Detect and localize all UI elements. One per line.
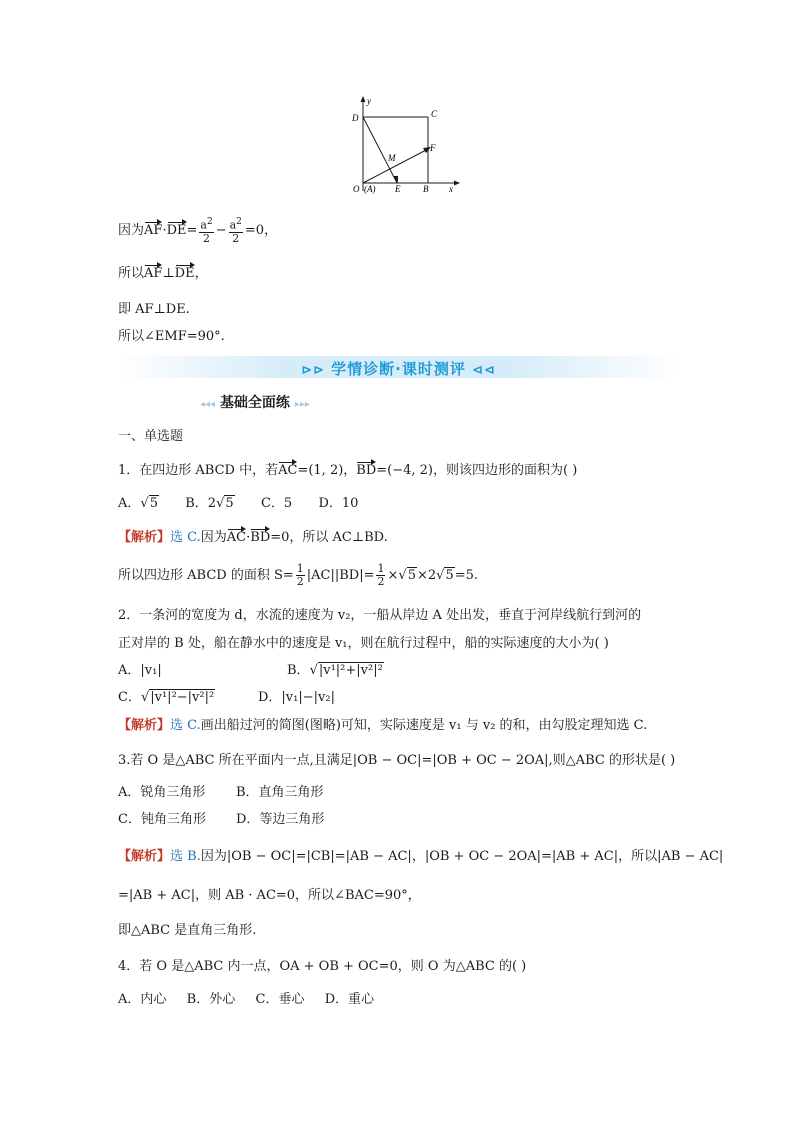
frac-den: 2: [296, 575, 304, 588]
label-E: E: [395, 184, 401, 194]
text: 所以四边形 ABCD 的面积 S=: [118, 568, 294, 583]
analysis-tag: 【解析】: [118, 530, 171, 545]
label-y: y: [367, 96, 371, 106]
sub-banner: [200, 392, 310, 410]
minus: −: [215, 222, 227, 238]
fraction-1: [199, 216, 213, 245]
text: ，: [194, 266, 208, 281]
label-x: x: [449, 184, 453, 194]
option-c-value: |v¹|²−|v²|²: [150, 690, 215, 705]
option-c-label: C．: [118, 690, 141, 705]
banner-title: [116, 358, 681, 379]
analysis-choice: 选 C.: [170, 530, 201, 545]
vector-BD: BD: [356, 463, 377, 478]
text: 因为: [200, 530, 227, 545]
text: =0，所以 AC⊥BD.: [270, 530, 388, 545]
frac-den: 2: [377, 575, 385, 588]
q3-option-a: A．锐角三角形: [118, 785, 206, 800]
q2-option-a: A．|v₁|: [118, 663, 162, 678]
label-A: (A): [364, 184, 376, 194]
solution-line-3: 即 AF⊥DE.: [118, 302, 190, 317]
vector-AF: AF: [144, 266, 163, 281]
label-D: D: [352, 113, 359, 123]
analysis-text: 因为|OB − OC|=|CB|=|AB − AC|，|OB + OC − 2OA|=|AB + AC|，所以|AB − AC|: [200, 849, 724, 864]
solution-line-4: 所以∠EMF=90°.: [118, 329, 225, 344]
option-a-value: 5: [149, 496, 158, 511]
q1-analysis: [118, 526, 388, 545]
q3-option-d: D．等边三角形: [236, 812, 325, 827]
banner-title-text: 学情诊断·课时测评: [331, 360, 466, 378]
banner-left-arrow-icon: ⊳⊳: [301, 363, 325, 378]
eq: =: [186, 222, 198, 238]
sub-banner-title: 基础全面练: [219, 395, 290, 411]
frac-num: 1: [296, 562, 304, 575]
vector-AF: AF: [144, 222, 163, 238]
q2-option-d: D．|v₁|−|v₂|: [258, 690, 335, 705]
geometry-figure: [345, 96, 460, 196]
sub-banner-left-arrow-icon: ◂◂◂: [200, 399, 216, 410]
vector-DE: DE: [174, 266, 195, 281]
q3-option-c: C．钝角三角形: [118, 812, 206, 827]
frac-den: 2: [203, 231, 211, 245]
text: =(−4, 2)，则该四边形的面积为( ): [376, 463, 578, 478]
q1-options: A．√5 B．2√5 C．5 D．10: [118, 496, 359, 511]
solution-line-2: [118, 262, 208, 281]
q2-analysis: [118, 714, 647, 733]
fraction-half: [376, 563, 385, 588]
option-d: D．10: [318, 496, 359, 511]
analysis-tag: 【解析】: [118, 718, 171, 733]
section-banner: [116, 356, 681, 378]
label-B: B: [423, 184, 429, 194]
frac-num: a: [229, 218, 237, 232]
option-c: C．5: [260, 496, 293, 511]
option-b-label: B．2: [185, 496, 217, 511]
perp: ⊥: [162, 266, 175, 281]
analysis-choice: 选 B.: [170, 849, 201, 864]
q3-analysis-3: 即△ABC 是直角三角形.: [118, 923, 257, 938]
q3-analysis-2: =|AB + AC|，则 AB · AC=0，所以∠BAC=90°，: [118, 888, 421, 903]
analysis-tag: 【解析】: [118, 849, 171, 864]
vector-AC: AC: [226, 530, 247, 545]
frac-den: 2: [232, 231, 240, 245]
option-d: D．重心: [324, 992, 375, 1007]
text: ×2: [416, 568, 437, 583]
option-a: A．内心: [118, 992, 167, 1007]
vector-BD: BD: [250, 530, 271, 545]
q2-line-1: 2．一条河的宽度为 d，水流的速度为 v₂，一船从岸边 A 处出发，垂直于河岸线航行到河的: [118, 608, 642, 623]
text: |AC||BD|=: [306, 568, 375, 583]
text: =(1, 2)，: [297, 463, 357, 478]
frac-num: 1: [377, 562, 385, 575]
label-C: C: [431, 109, 438, 119]
option-b-value: |v¹|²+|v²|²: [318, 663, 383, 678]
option-c: C．垂心: [255, 992, 305, 1007]
label-M: M: [388, 153, 396, 163]
fraction-half: [296, 563, 305, 588]
frac-num: a: [200, 218, 207, 232]
text: 因为: [118, 222, 145, 238]
option-b: B．外心: [186, 992, 236, 1007]
sqrt-value: 5: [407, 568, 416, 583]
q2-line-2: 正对岸的 B 处，船在静水中的速度是 v₁，则在航行过程中，船的实际速度的大小为( ): [118, 636, 609, 651]
dot: ·: [246, 530, 251, 545]
label-O: O: [353, 184, 360, 194]
q2-option-b: B．√|v¹|²+|v²|²: [287, 663, 383, 678]
q4-options: [118, 988, 374, 1007]
fraction-2: [229, 216, 243, 245]
q3-analysis-1: [118, 845, 723, 864]
q2-option-c: C．√|v¹|²−|v²|²: [118, 690, 215, 705]
q1-area: 所以四边形 ABCD 的面积 S= $\frac{1}{2}$ |AC||BD|= $\frac{1}{2}$ ×√5×2√5=5.: [118, 562, 479, 588]
exp: 2: [206, 217, 213, 227]
q3-stem: 3.若 O 是△ABC 所在平面内一点,且满足|OB − OC|=|OB + OC − 2OA|,则△ABC 的形状是( ): [118, 753, 676, 768]
sub-banner-right-arrow-icon: ▸▸▸: [294, 399, 310, 410]
text: 所以: [118, 266, 145, 281]
text: =0，: [244, 222, 278, 238]
solution-line-1: [118, 216, 277, 245]
text: 1．在四边形 ABCD 中，若: [118, 463, 279, 478]
q4-stem: 4．若 O 是△ABC 内一点，OA + OB + OC=0，则 O 为△ABC 的( ): [118, 959, 527, 974]
text: =5.: [454, 568, 479, 583]
vector-DE: DE: [166, 222, 187, 238]
dot: ·: [162, 222, 167, 238]
exp: 2: [236, 217, 242, 227]
sqrt-value: 5: [445, 568, 454, 583]
section-heading: 一、单选题: [118, 429, 184, 444]
label-F: F: [430, 143, 436, 153]
banner-right-arrow-icon: ⊲⊲: [472, 363, 496, 378]
option-b-value: 5: [225, 496, 234, 511]
text: ×: [387, 568, 399, 583]
q1-stem: [118, 459, 577, 478]
vector-AC: AC: [278, 463, 298, 478]
q3-option-b: B．直角三角形: [236, 785, 324, 800]
option-b-label: B．: [287, 663, 310, 678]
option-a-label: A．: [118, 496, 141, 511]
analysis-text: 画出船过河的简图(图略)可知，实际速度是 v₁ 与 v₂ 的和，由勾股定理知选 C.: [200, 718, 648, 733]
analysis-choice: 选 C.: [170, 718, 201, 733]
